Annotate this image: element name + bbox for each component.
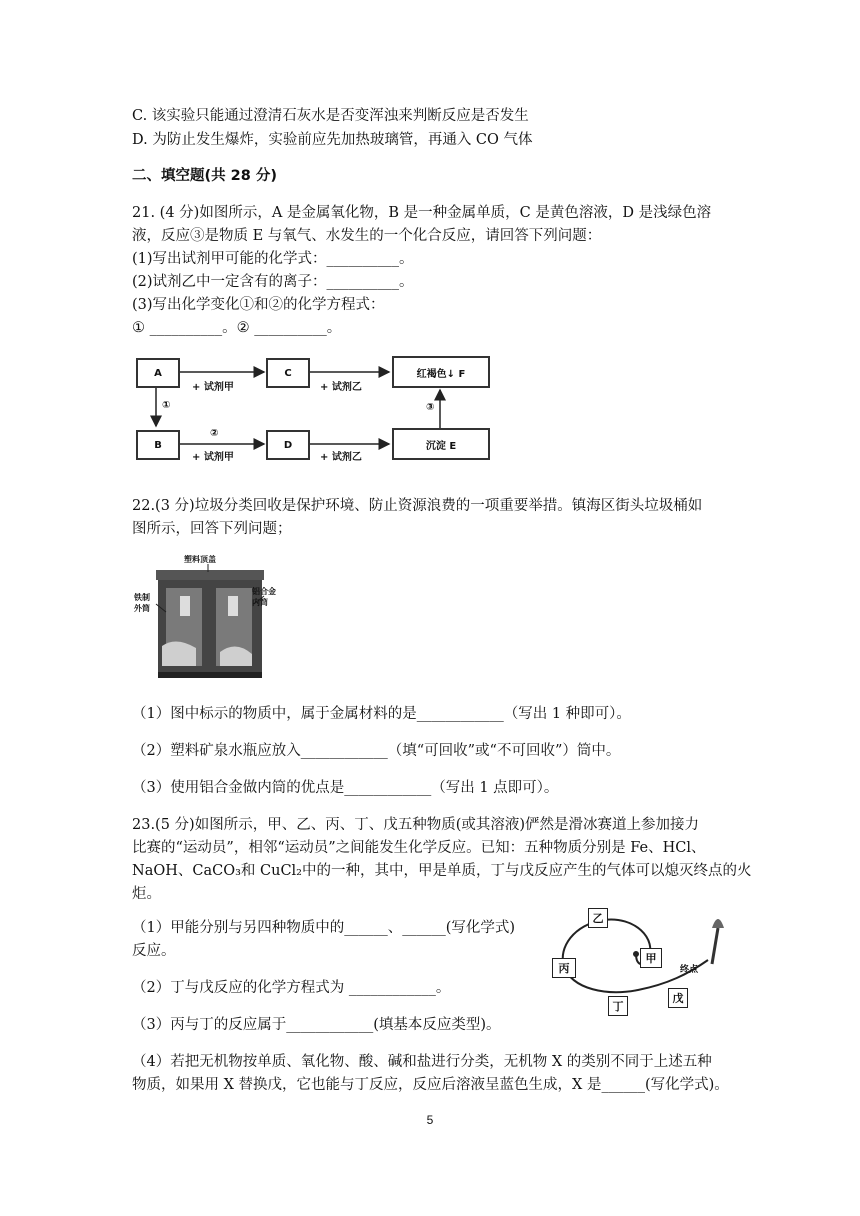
- q23-line-3: NaOH、CaCO₃和 CuCl₂中的一种，其中，甲是单质，丁与戊反应产生的气体可以熄灭终点的火: [132, 863, 752, 879]
- label-step-2: ②: [210, 428, 219, 439]
- label-plastic-lid: 塑料顶盖: [184, 555, 216, 564]
- q22-sub-2: （2）塑料矿泉水瓶应放入____________（填“可回收”或“不可回收”）筒中。: [132, 743, 621, 759]
- q23-sub-1a: （1）甲能分别与另四种物质中的______、______(写化学式): [132, 920, 516, 936]
- option-c: C. 该实验只能通过澄清石灰水是否变浑浊来判断反应是否发生: [132, 108, 529, 124]
- runner-wu: 戊: [668, 988, 688, 1008]
- section-heading: 二、填空题(共 28 分): [132, 168, 278, 184]
- q23-line-2: 比赛的“运动员”，相邻“运动员”之间能发生化学反应。已知：五种物质分别是 Fe、HCl、: [132, 840, 706, 856]
- runner-ding: 丁: [608, 996, 628, 1016]
- q23-sub-2: （2）丁与戊反应的化学方程式为 ____________。: [132, 980, 451, 996]
- box-d: D: [266, 430, 310, 460]
- q23-line-4: 炬。: [132, 886, 161, 902]
- q23-sub-4a: （4）若把无机物按单质、氧化物、酸、碱和盐进行分类，无机物 X 的类别不同于上述五种: [132, 1054, 712, 1070]
- runner-bing: 丙: [552, 958, 576, 978]
- option-d: D. 为防止发生爆炸，实验前应先加热玻璃管，再通入 CO 气体: [132, 132, 533, 148]
- q22-sub-3: （3）使用铝合金做内筒的优点是____________（写出 1 点即可）。: [132, 780, 559, 796]
- label-finish: 终点: [680, 965, 699, 975]
- q23-sub-3: （3）丙与丁的反应属于____________(填基本反应类型)。: [132, 1017, 501, 1033]
- q21-line-4: (2)试剂乙中一定含有的离子：__________。: [132, 274, 414, 290]
- label-aluminum-liner: 铝合金内筒: [252, 587, 276, 607]
- label-reagent-jia-top: + 试剂甲: [192, 382, 234, 393]
- runner-jia: 甲: [640, 948, 662, 968]
- q22-line-2: 图所示，回答下列问题；: [132, 521, 292, 537]
- page-number: 5: [426, 1113, 434, 1127]
- q22-line-1: 22.(3 分)垃圾分类回收是保护环境、防止资源浪费的一项重要举措。镇海区街头垃圾桶如: [132, 498, 703, 514]
- trash-bin-drawing: [136, 556, 276, 680]
- q23-sub-4b: 物质，如果用 X 替换戊，它也能与丁反应，反应后溶液呈蓝色生成，X 是______(写化学式)。: [132, 1077, 729, 1093]
- label-step-3: ③: [426, 402, 435, 413]
- q21-line-1: 21. (4 分)如图所示，A 是金属氧化物，B 是一种金属单质，C 是黄色溶液，D 是浅绿色溶: [132, 205, 712, 221]
- q21-line-2: 液，反应③是物质 E 与氧气、水发生的一个化合反应，请回答下列问题：: [132, 228, 602, 244]
- label-step-1: ①: [162, 400, 171, 411]
- box-f: 红褐色↓ F: [392, 356, 490, 388]
- box-a: A: [136, 358, 180, 388]
- label-iron-shell: 铁制外筒: [134, 593, 150, 613]
- box-c: C: [266, 358, 310, 388]
- trash-bin-image: [136, 556, 276, 680]
- label-reagent-yi-bottom: + 试剂乙: [320, 452, 362, 463]
- q21-line-6: ① __________。② __________。: [132, 320, 342, 336]
- q23-line-1: 23.(5 分)如图所示，甲、乙、丙、丁、戊五种物质(或其溶液)俨然是滑冰赛道上参加接力: [132, 817, 700, 833]
- q22-sub-1: （1）图中标示的物质中，属于金属材料的是____________（写出 1 种即可）。: [132, 706, 631, 722]
- runner-yi: 乙: [588, 908, 608, 928]
- box-b: B: [136, 430, 180, 460]
- label-reagent-jia-bottom: + 试剂甲: [192, 452, 234, 463]
- relay-race-diagram: [548, 904, 728, 1020]
- q21-flow-diagram: [134, 352, 494, 464]
- q21-line-3: (1)写出试剂甲可能的化学式：__________。: [132, 251, 414, 267]
- label-reagent-yi-top: + 试剂乙: [320, 382, 362, 393]
- box-e: 沉淀 E: [392, 428, 490, 460]
- q23-sub-1b: 反应。: [132, 943, 176, 959]
- q21-line-5: (3)写出化学变化①和②的化学方程式：: [132, 297, 385, 313]
